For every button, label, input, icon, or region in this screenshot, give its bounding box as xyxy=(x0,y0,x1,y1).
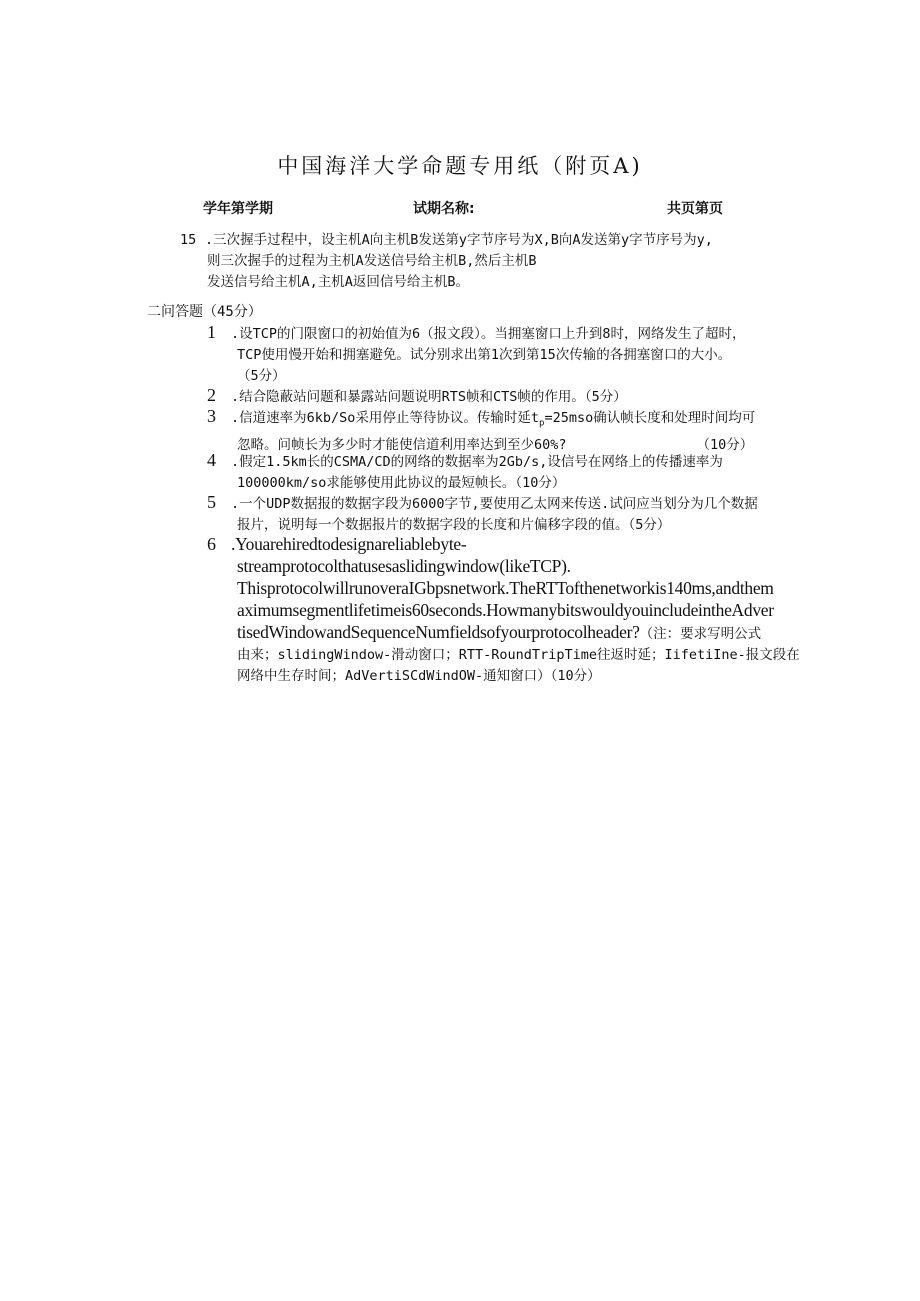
question-text: TCP使用慢开始和拥塞避免。试分别求出第1次到第15次传输的各拥塞窗口的大小。 xyxy=(237,347,732,363)
tp-symbol: t xyxy=(530,410,540,426)
question-15 xyxy=(180,230,840,293)
header-pages: 共页第页 xyxy=(667,201,723,217)
question-number: 5 xyxy=(207,492,216,512)
question-2 xyxy=(207,385,837,408)
question-number: 2 xyxy=(207,385,216,405)
question-text: 报片，说明每一个数据报片的数据字段的长度和片偏移字段的值。（5分） xyxy=(237,517,671,533)
question-text: 100000km/so求能够使用此协议的最短帧长。（10分） xyxy=(237,475,566,491)
question-3 xyxy=(207,406,837,456)
question-5 xyxy=(207,492,837,536)
question-number: 3 xyxy=(207,406,216,426)
section-title: 二问答题（45分） xyxy=(147,304,262,320)
question-number: 6 xyxy=(207,534,216,554)
question-text: 忽略。问帧长为多少时才能使信道利用率达到至少60%? （10分） xyxy=(237,436,754,453)
question-4 xyxy=(207,450,837,494)
question-note: 网络中生存时间；AdVertiSCdWindOW-通知窗口）（10分） xyxy=(237,668,601,684)
question-6 xyxy=(207,533,837,687)
header-exam-name: 试期名称: xyxy=(413,201,475,217)
question-text: .设TCP的门限窗口的初始值为6（报文段）。当拥塞窗口上升到8时，网络发生了超时， xyxy=(231,326,746,342)
question-text: ThisprotocolwillrunoveraIGbpsnetwork.TheRTTofthenetworkis140ms,andthem xyxy=(237,578,774,598)
tp-subscript: p xyxy=(539,418,545,429)
question-note: （注：要求写明公式 xyxy=(639,626,762,642)
question-text: .三次握手过程中，设主机A向主机B发送第y字节序号为X,B向A发送第y字节序号为y, xyxy=(205,232,713,248)
question-number: 4 xyxy=(207,450,216,470)
question-number: 1 xyxy=(207,322,216,342)
question-text: .信道速率为6kb/So采用停止等待协议。传输时延 xyxy=(231,410,531,426)
question-text: .一个UDP数据报的数据字段为6000字节,要使用乙太网来传送.试问应当划分为几个数据 xyxy=(231,496,758,512)
question-text: streamprotocolthatusesaslidingwindow(likeTCP). xyxy=(237,556,571,576)
question-text: 发送信号给主机A,主机A返回信号给主机B。 xyxy=(207,274,470,290)
header-term: 学年第学期 xyxy=(203,201,273,217)
question-note: 由来；slidingWindow-滑动窗口；RTT-RoundTripTime往返时延；IifetiIne-报文段在 xyxy=(237,647,800,663)
question-number: 15 xyxy=(180,232,197,248)
question-score: （5分） xyxy=(237,368,286,384)
question-text: .结合隐蔽站问题和暴露站问题说明RTS帧和CTS帧的作用。（5分） xyxy=(231,389,627,405)
question-text: aximumsegmentlifetimeis60seconds.HowmanybitswouldyouincludeintheAdver xyxy=(237,600,774,620)
question-text: .Youarehiredtodesignareliablebyte- xyxy=(231,534,467,554)
page-title: 中国海洋大学命题专用纸（附页A) xyxy=(277,154,643,178)
question-1 xyxy=(207,322,837,387)
question-text: tisedWindowandSequenceNumfieldsofyourprotocolheader? xyxy=(237,622,640,642)
question-text: .假定1.5km长的CSMA/CD的网络的数据率为2Gb/s,设信号在网络上的传播速率为 xyxy=(231,454,723,470)
question-text: 则三次握手的过程为主机A发送信号给主机B,然后主机B xyxy=(207,253,537,269)
question-text: =25mso确认帧长度和处理时间均可 xyxy=(544,410,756,426)
